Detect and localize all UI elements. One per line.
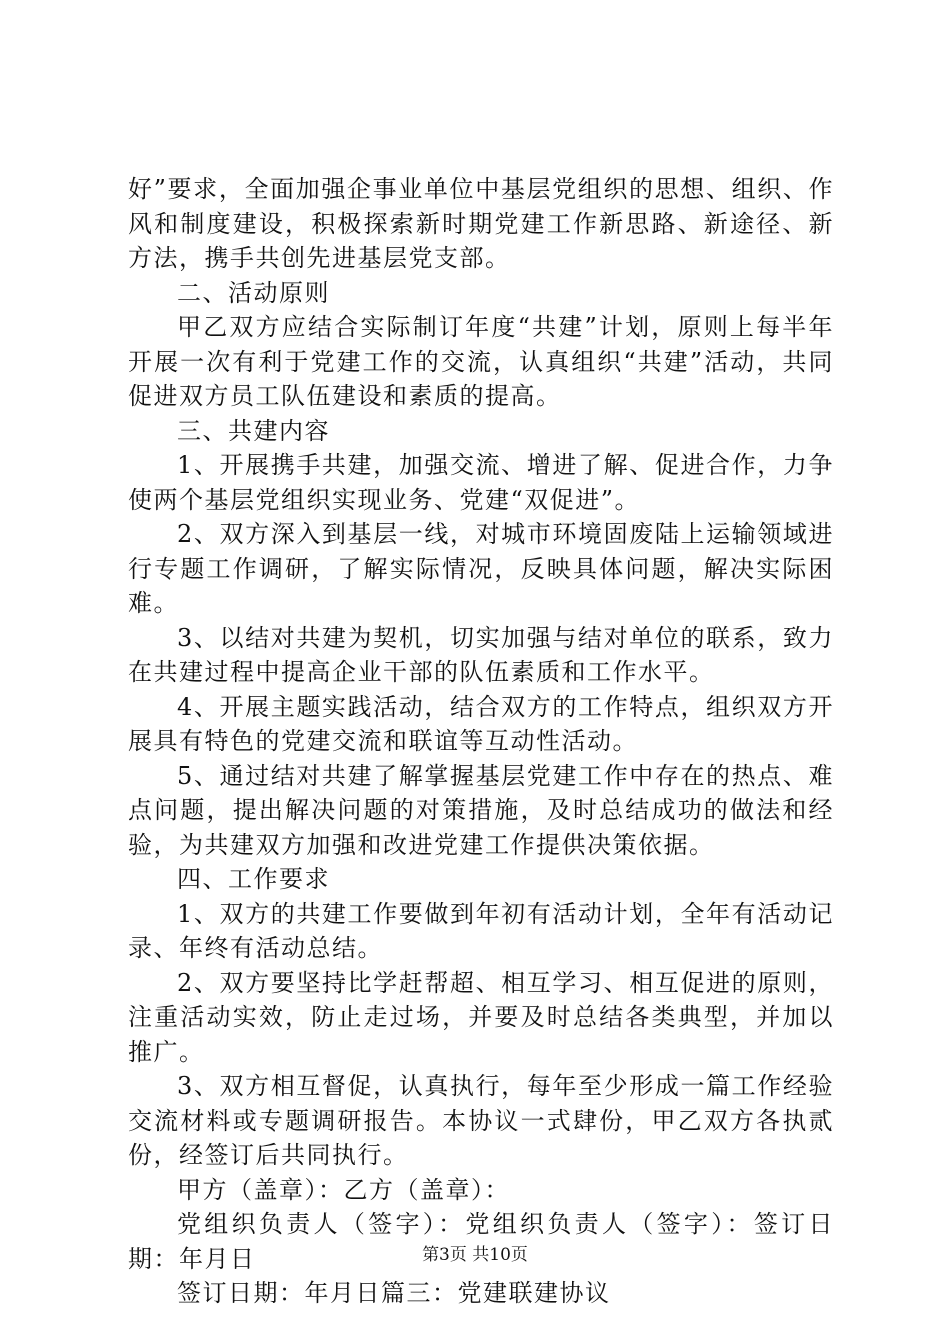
signature-leaders-line: 党组织负责人（签字）：党组织负责人（签字）：签订日期：年月日 bbox=[128, 1210, 834, 1273]
paragraph-content-2: 2、双方深入到基层一线，对城市环境固废陆上运输领域进行专题工作调研，了解实际情况，反映具体问题，解决实际困难。 bbox=[128, 520, 834, 617]
paragraph-content-5: 5、通过结对共建了解掌握基层党建工作中存在的热点、难点问题，提出解决问题的对策措施，及时总结成功的做法和经验，为共建双方加强和改进党建工作提供决策依据。 bbox=[128, 761, 834, 859]
paragraph-requirement-1: 1、双方的共建工作要做到年初有活动计划，全年有活动记录、年终有活动总结。 bbox=[128, 899, 834, 962]
section-heading-requirements: 四、工作要求 bbox=[177, 865, 330, 893]
page-number-footer: 第3页 共10页 bbox=[422, 1245, 528, 1265]
paragraph-content-4: 4、开展主题实践活动，结合双方的工作特点，组织双方开展具有特色的党建交流和联谊等互动性活动。 bbox=[128, 692, 834, 755]
signature-parties-line: 甲方（盖章）：乙方（盖章）： bbox=[177, 1175, 510, 1204]
paragraph-content-1: 1、开展携手共建，加强交流、增进了解、促进合作，力争使两个基层党组织实现业务、党建“双促进”。 bbox=[128, 451, 834, 514]
paragraph-requirement-3: 3、双方相互督促，认真执行，每年至少形成一篇工作经验交流材料或专题调研报告。本协议一式肆份，甲乙双方各执贰份，经签订后共同执行。 bbox=[128, 1072, 834, 1169]
paragraph-requirement-2: 2、双方要坚持比学赶帮超、相互学习、相互促进的原则，注重活动实效，防止走过场，并要及时总结各类典型，并加以推广。 bbox=[128, 968, 834, 1066]
section-heading-principles: 二、活动原则 bbox=[177, 278, 330, 307]
signature-date-line: 签订日期：年月日篇三：党建联建协议 bbox=[177, 1279, 611, 1307]
section-heading-content: 三、共建内容 bbox=[177, 416, 330, 445]
paragraph-content-3: 3、以结对共建为契机，切实加强与结对单位的联系，致力在共建过程中提高企业干部的队伍素质和工作水平。 bbox=[128, 623, 834, 686]
paragraph-intro-continuation: 好”要求，全面加强企事业单位中基层党组织的思想、组织、作风和制度建设，积极探索新时期党建工作新思路、新途径、新方法，携手共创先进基层党支部。 bbox=[128, 175, 834, 272]
paragraph-principles: 甲乙双方应结合实际制订年度“共建”计划，原则上每半年开展一次有利于党建工作的交流，认真组织“共建”活动，共同促进双方员工队伍建设和素质的提高。 bbox=[128, 313, 834, 410]
document-body bbox=[128, 172, 834, 1311]
